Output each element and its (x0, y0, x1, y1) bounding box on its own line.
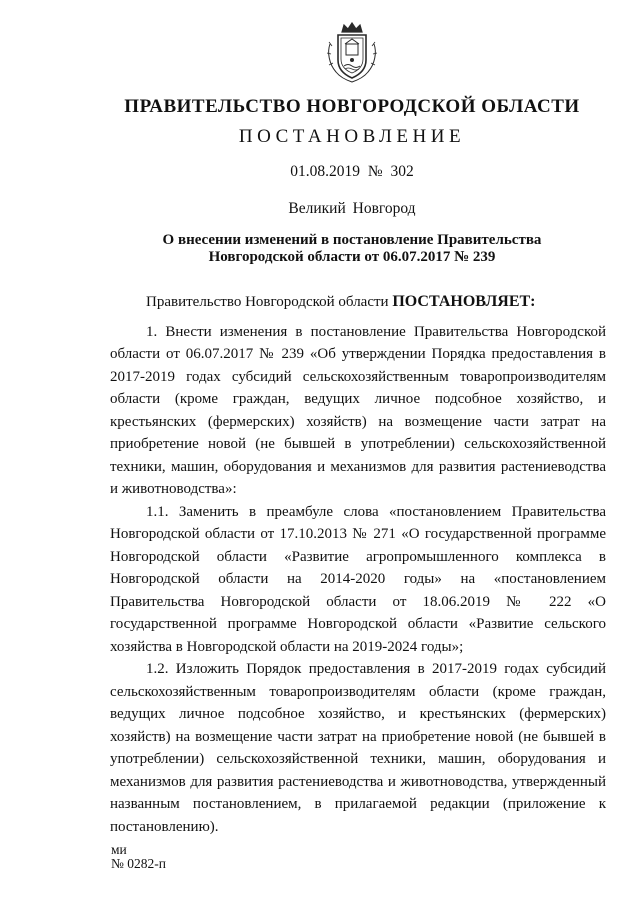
footer-mark (111, 843, 166, 871)
document-body (110, 291, 606, 838)
paragraph-1: 1. Внести изменения в постановление Правительства Новгородской области от 06.07.2017 № 239 «Об утверждении Порядка предоставления в 2017-2019 годах субсидий сельскохозяйственным товаропроизводителям области (кроме граждан, ведущих личное подсобное хозяйство, и крестьянских (фермерских) хозяйств) на возмещение части затрат на приобретение новой (не бывшей в употреблении) сельскохозяйственной техники, машин, оборудования и механизмов для развития растениеводства и животноводства»: (110, 323, 606, 497)
paragraph-1-1: 1.1. Заменить в преамбуле слова «постановлением Правительства Новгородской области от 17.10.2013 № 271 «О государственной программе Новгородской области «Развитие агропромышленного комплекса в Новгородской области на 2014-2020 годы» на «постановлением Правительства Новгородской области от 18.06.2019 № 222 «О государственной программе Новгородской области «Развитие сельского хозяйства в Новгородской области на 2019-2024 годы»; (110, 503, 606, 655)
executor-initials: ми (111, 842, 127, 857)
subject-line: О внесении изменений в постановление Правительства (162, 232, 542, 248)
intro-text: Правительство Новгородской области (146, 294, 393, 310)
date-number: 01.08.2019 № 302 (290, 163, 414, 180)
city: Великий Новгород (288, 200, 416, 217)
subject-line: Новгородской области от 06.07.2017 № 239 (208, 249, 496, 265)
document-type: ПОСТАНОВЛЕНИЕ (238, 126, 466, 147)
registration-number: № 0282-п (111, 856, 166, 871)
subject-heading (0, 232, 640, 266)
paragraph-1-2: 1.2. Изложить Порядок предоставления в 2017-2019 годах субсидий сельскохозяйственным товаропроизводителям области (кроме граждан, ведущих личное подсобное хозяйство, и крестьянских (фермерских) хозяйств) на возмещение части затрат на приобретение новой (не бывшей в употреблении) сельскохозяйственной техники, машин, оборудования и механизмов для развития растениеводства и животноводства, утвержденный названным постановлением, в прилагаемой редакции (приложение к постановлению). (110, 661, 606, 835)
intro-paragraph (110, 291, 606, 314)
decree-keyword: ПОСТАНОВЛЯЕТ: (392, 293, 536, 310)
organization-title: ПРАВИТЕЛЬСТВО НОВГОРОДСКОЙ ОБЛАСТИ (124, 96, 580, 117)
coat-of-arms-icon (326, 22, 378, 84)
